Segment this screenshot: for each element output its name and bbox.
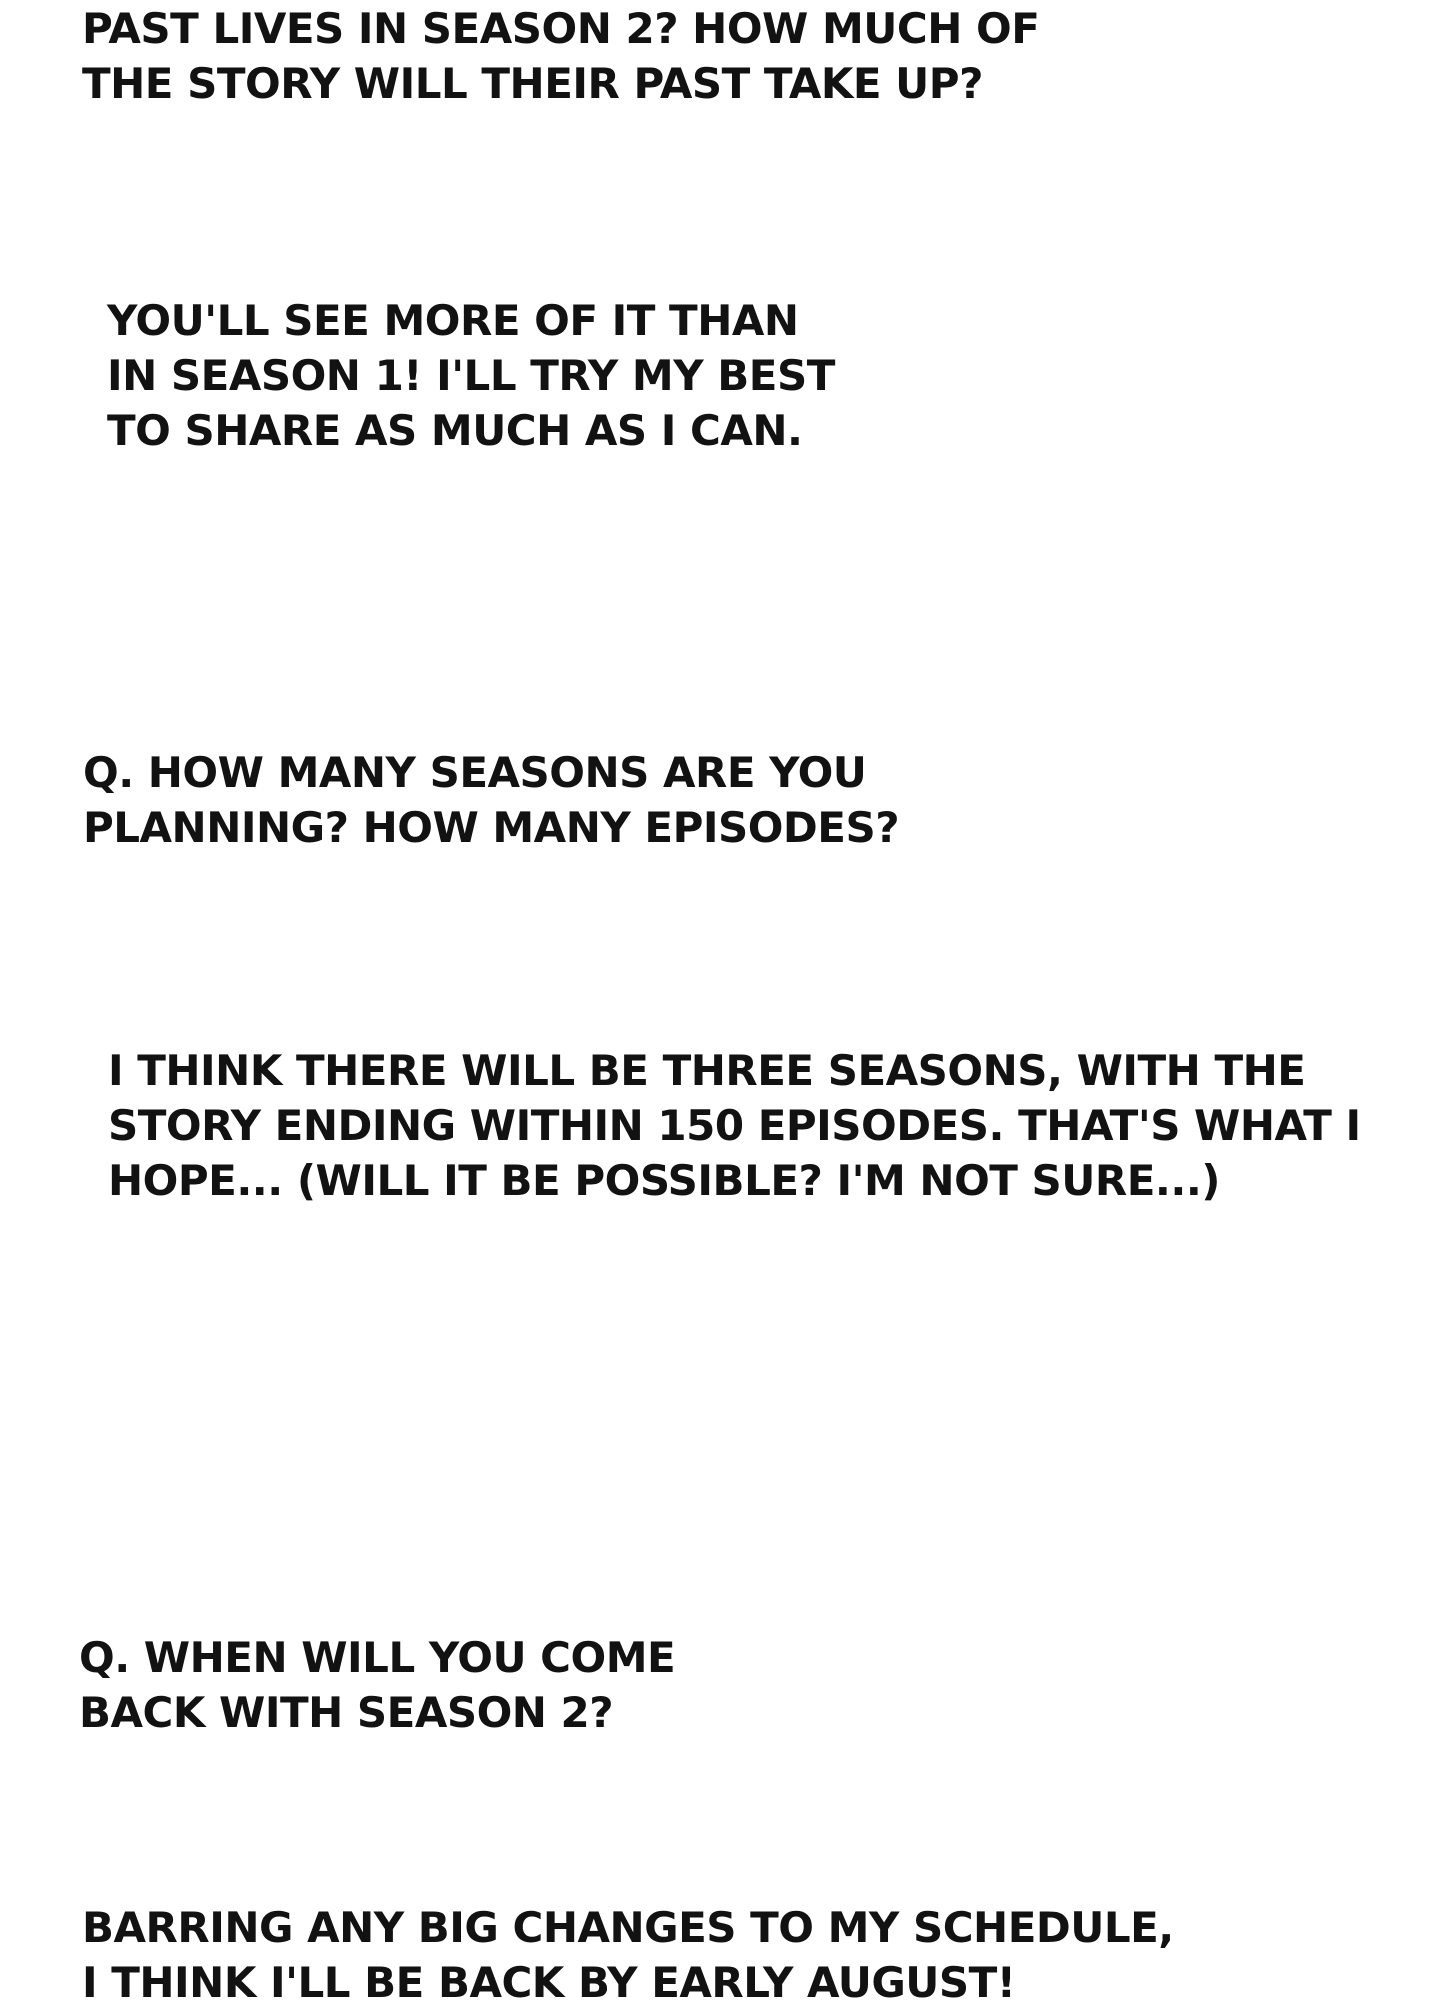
text-line: PLANNING? HOW MANY EPISODES? [83,803,900,852]
text-line: I THINK THERE WILL BE THREE SEASONS, WITH THE [108,1046,1306,1095]
text-line: I THINK I'LL BE BACK BY EARLY AUGUST! [82,1958,1016,2007]
text-line: Q. HOW MANY SEASONS ARE YOU [83,748,867,797]
text-line: TO SHARE AS MUCH AS I CAN. [107,406,803,455]
text-line: BARRING ANY BIG CHANGES TO MY SCHEDULE, [82,1903,1174,1952]
text-line: BACK WITH SEASON 2? [79,1688,614,1737]
text-line: Q. WHEN WILL YOU COME [79,1633,676,1682]
answer-block-seasons-count [108,1043,1361,1208]
text-line: YOU'LL SEE MORE OF IT THAN [107,296,799,345]
text-line: STORY ENDING WITHIN 150 EPISODES. THAT'S WHAT I [108,1101,1361,1150]
answer-block-past-lives [107,293,835,458]
answer-block-season2-return [82,1900,1174,2010]
text-line: THE STORY WILL THEIR PAST TAKE UP? [82,59,983,108]
text-line: IN SEASON 1! I'LL TRY MY BEST [107,351,835,400]
text-line: HOPE... (WILL IT BE POSSIBLE? I'M NOT SURE...) [108,1156,1220,1205]
question-block-seasons-count [83,745,899,855]
text-line: PAST LIVES IN SEASON 2? HOW MUCH OF [82,4,1040,53]
question-block-past-lives [82,1,1039,111]
question-block-season2-return [79,1630,675,1740]
